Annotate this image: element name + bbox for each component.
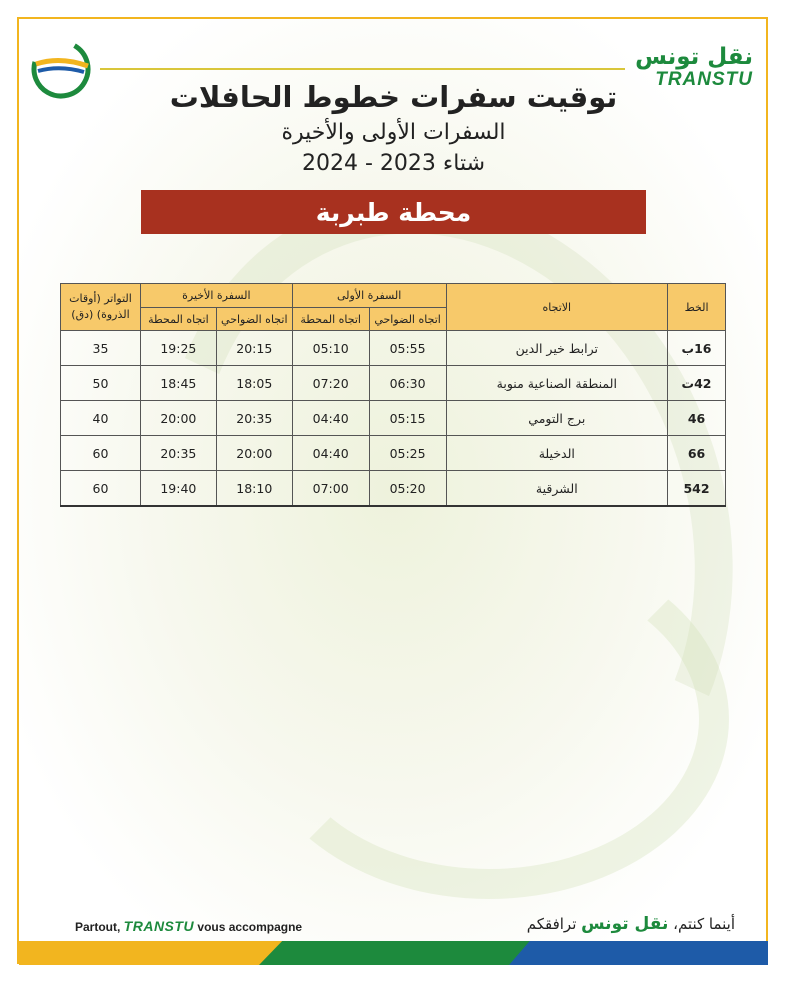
footer-color-stripes xyxy=(19,941,768,965)
header-last-toward-suburbs: اتجاه الضواحي xyxy=(216,308,292,331)
footer-ar-brand: نقل تونس xyxy=(581,914,669,934)
footer-fr-suffix: vous accompagne xyxy=(194,920,303,934)
header-first-toward-station: اتجاه المحطة xyxy=(292,308,369,331)
stripe-yellow xyxy=(19,941,299,965)
first-suburbs-time: 05:20 xyxy=(369,471,446,507)
footer-fr-prefix: Partout, xyxy=(75,920,124,934)
line-number: 542 xyxy=(668,471,726,507)
footer-ar-prefix: أينما كنتم، xyxy=(668,915,735,933)
background-swoosh xyxy=(249,539,729,899)
brand-latin: TRANSTU xyxy=(655,69,753,90)
last-suburbs-time: 18:10 xyxy=(216,471,292,507)
page-subtitle: السفرات الأولى والأخيرة xyxy=(281,120,506,145)
footer-french-slogan xyxy=(75,918,302,934)
first-station-time: 07:00 xyxy=(292,471,369,507)
last-suburbs-time: 18:05 xyxy=(216,366,292,401)
first-suburbs-time: 06:30 xyxy=(369,366,446,401)
table-row xyxy=(61,366,726,401)
first-station-time: 05:10 xyxy=(292,331,369,366)
footer-ar-suffix: ترافقكم xyxy=(526,915,582,933)
table-row xyxy=(61,471,726,507)
first-suburbs-time: 05:25 xyxy=(369,436,446,471)
season-label: شتاء 2023 - 2024 xyxy=(301,151,486,176)
last-station-time: 20:00 xyxy=(140,401,216,436)
direction-cell: المنطقة الصناعية منوبة xyxy=(446,366,668,401)
schedule-table xyxy=(60,283,726,507)
header-last-trip: السفرة الأخيرة xyxy=(140,284,292,308)
direction-cell: ترابط خير الدين xyxy=(446,331,668,366)
frequency-cell: 60 xyxy=(61,471,141,507)
last-suburbs-time: 20:00 xyxy=(216,436,292,471)
direction-cell: برج التومي xyxy=(446,401,668,436)
last-station-time: 19:25 xyxy=(140,331,216,366)
first-station-time: 07:20 xyxy=(292,366,369,401)
table-row xyxy=(61,331,726,366)
brand-arabic: نقل تونس xyxy=(635,44,753,70)
table-row xyxy=(61,401,726,436)
line-number: 16ب xyxy=(668,331,726,366)
line-number: 66 xyxy=(668,436,726,471)
last-suburbs-time: 20:35 xyxy=(216,401,292,436)
first-suburbs-time: 05:15 xyxy=(369,401,446,436)
direction-cell: الدخيلة xyxy=(446,436,668,471)
frequency-cell: 60 xyxy=(61,436,141,471)
last-station-time: 19:40 xyxy=(140,471,216,507)
first-suburbs-time: 05:55 xyxy=(369,331,446,366)
last-suburbs-time: 20:15 xyxy=(216,331,292,366)
header-direction: الاتجاه xyxy=(446,284,668,331)
footer-fr-brand: TRANSTU xyxy=(123,918,195,934)
station-banner: محطة طبربة xyxy=(141,190,646,234)
footer-arabic-slogan xyxy=(527,914,735,934)
first-station-time: 04:40 xyxy=(292,401,369,436)
header-frequency: التواتر (أوقات الذروة) (دق) xyxy=(61,284,141,331)
header-rule xyxy=(100,68,625,70)
table-row xyxy=(61,436,726,471)
header-line: الخط xyxy=(668,284,726,331)
stripe-green xyxy=(259,941,549,965)
header-first-trip: السفرة الأولى xyxy=(292,284,446,308)
first-station-time: 04:40 xyxy=(292,436,369,471)
stripe-blue xyxy=(509,941,768,965)
frequency-cell: 35 xyxy=(61,331,141,366)
page-title: توقيت سفرات خطوط الحافلات xyxy=(169,80,618,114)
header-first-toward-suburbs: اتجاه الضواحي xyxy=(369,308,446,331)
frequency-cell: 40 xyxy=(61,401,141,436)
frequency-cell: 50 xyxy=(61,366,141,401)
line-number: 42ت xyxy=(668,366,726,401)
direction-cell: الشرقية xyxy=(446,471,668,507)
last-station-time: 18:45 xyxy=(140,366,216,401)
header-last-toward-station: اتجاه المحطة xyxy=(140,308,216,331)
last-station-time: 20:35 xyxy=(140,436,216,471)
line-number: 46 xyxy=(668,401,726,436)
